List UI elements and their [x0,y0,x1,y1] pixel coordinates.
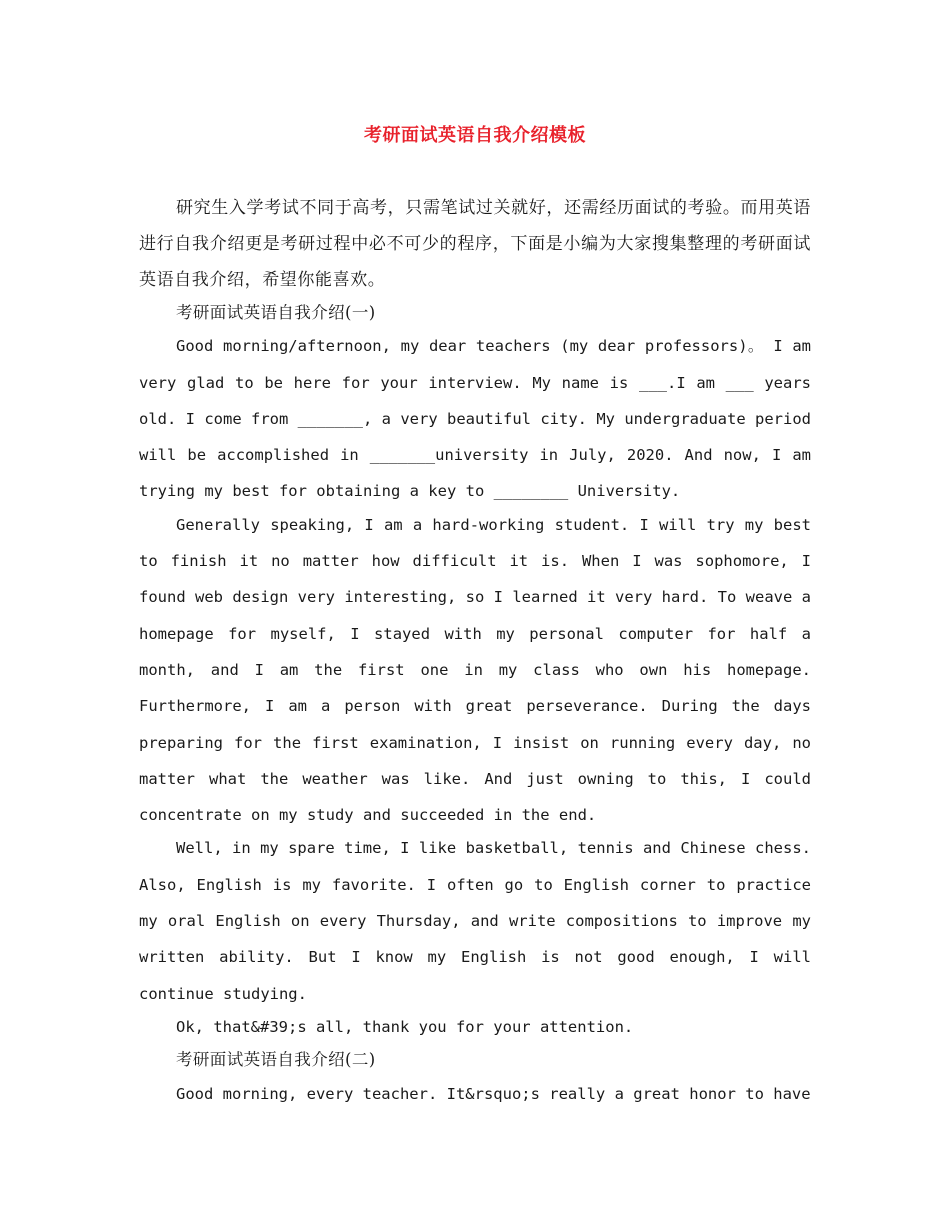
body-paragraph: Well, in my spare time, I like basketball, tennis and Chinese chess. Also, English is my favorite. I often go to English corner to practice my oral English on every Thursday, and write compositions to improve my written ability. But I know my English is not good enough, I will continue studying. [139,839,811,1003]
section-heading-2: 考研面试英语自我介绍(二) [176,1050,376,1070]
body-paragraph: Generally speaking, I am a hard-working student. I will try my best to finish it no matter how difficult it is. When I was sophomore, I found web design very interesting, so I learned it very hard. To weave a homepage for myself, I stayed with my personal computer for half a month, and I am the first one in my class who own his homepage. Furthermore, I am a person with great perseverance. During the days preparing for the first examination, I insist on running every day, no matter what the weather was like. And just owning to this, I could concentrate on my study and succeeded in the end. [139,515,811,825]
body-paragraph: Ok, that&#39;s all, thank you for your attention. [176,1017,634,1036]
document-title: 考研面试英语自我介绍模板 [364,125,586,146]
body-paragraph: Good morning/afternoon, my dear teachers (my dear professors)。 I am very glad to be here for your interview. My name is ___.I am ___ years old. I come from _______, a very beautiful city. My undergraduate period will be accomplished in _______university in July, 2020. And now, I am trying my best for obtaining a key to ________ University. [139,337,811,501]
section-heading-1: 考研面试英语自我介绍(一) [176,303,376,322]
document-body [139,190,811,1109]
intro-paragraph: 研究生入学考试不同于高考，只需笔试过关就好，还需经历面试的考验。而用英语进行自我介绍更是考研过程中必不可少的程序，下面是小编为大家搜集整理的考研面试英语自我介绍，希望你能喜欢。 [139,198,811,290]
body-paragraph: Good morning, every teacher. It&rsquo;s really a great honor to have [176,1084,811,1103]
